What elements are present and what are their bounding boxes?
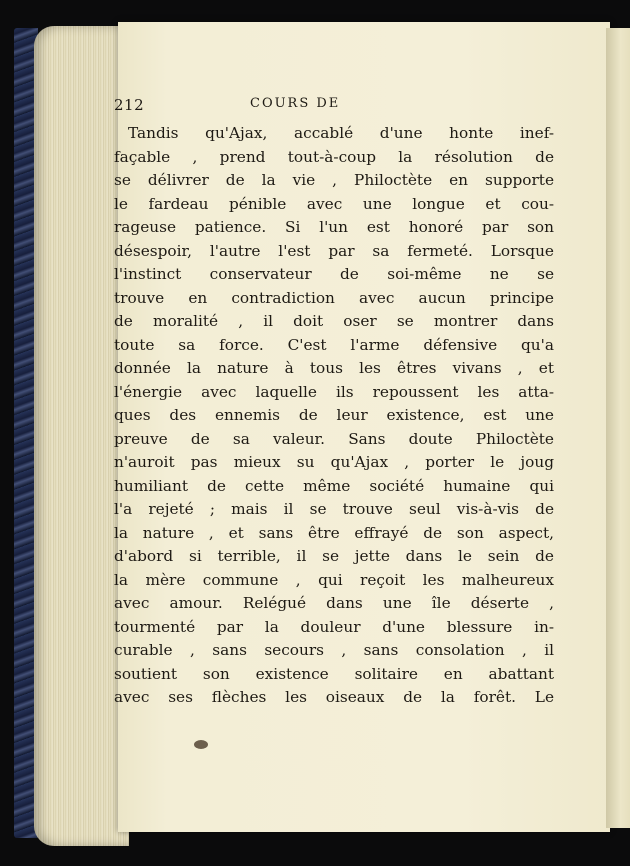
ink-stain <box>194 740 208 749</box>
text-line: curable , sans secours , sans consolation , il <box>114 641 554 659</box>
text-line: désespoir, l'autre l'est par sa fermeté. Lorsque <box>114 241 554 260</box>
text-line: le fardeau pénible avec une longue et cou- <box>114 194 554 213</box>
text-line: soutient son existence solitaire en abattant <box>114 664 554 683</box>
running-head: COURS DE <box>250 96 341 111</box>
text-line: avec ses flèches les oiseaux de la forêt. Le <box>114 688 554 706</box>
text-line: toute sa force. C'est l'arme défensive qu'a <box>114 335 554 354</box>
text-line: Tandis qu'Ajax, accablé d'une honte inef- <box>128 124 554 142</box>
page-number: 212 <box>114 96 145 114</box>
text-line: façable , prend tout-à-coup la résolution de <box>114 147 554 166</box>
text-line: rageuse patience. Si l'un est honoré par son <box>114 218 554 236</box>
text-line: la nature , et sans être effrayé de son aspect, <box>114 523 554 542</box>
text-line: tourmenté par la douleur d'une blessure in- <box>114 617 554 636</box>
body-text <box>114 122 554 710</box>
page-content <box>114 96 554 710</box>
facing-page-edge <box>606 28 630 828</box>
text-line: l'énergie avec laquelle ils repoussent les atta- <box>114 382 554 401</box>
text-line: n'auroit pas mieux su qu'Ajax , porter le joug <box>114 453 554 471</box>
text-line: humiliant de cette même société humaine qui <box>114 476 554 495</box>
text-line: donnée la nature à tous les êtres vivans , et <box>114 359 554 377</box>
text-line: avec amour. Relégué dans une île déserte , <box>114 594 554 612</box>
text-line: se délivrer de la vie , Philoctète en supporte <box>114 171 554 189</box>
text-line: de moralité , il doit oser se montrer dans <box>114 312 554 330</box>
text-line: d'abord si terrible, il se jette dans le sein de <box>114 547 554 565</box>
text-line: la mère commune , qui reçoit les malheureux <box>114 570 554 589</box>
text-line: ques des ennemis de leur existence, est une <box>114 406 554 424</box>
text-line: l'instinct conservateur de soi-même ne se <box>114 265 554 283</box>
text-line: l'a rejeté ; mais il se trouve seul vis-à-vis de <box>114 500 554 518</box>
text-line: preuve de sa valeur. Sans doute Philoctète <box>114 429 554 448</box>
text-line: trouve en contradiction avec aucun principe <box>114 288 554 307</box>
page-header <box>114 96 554 122</box>
